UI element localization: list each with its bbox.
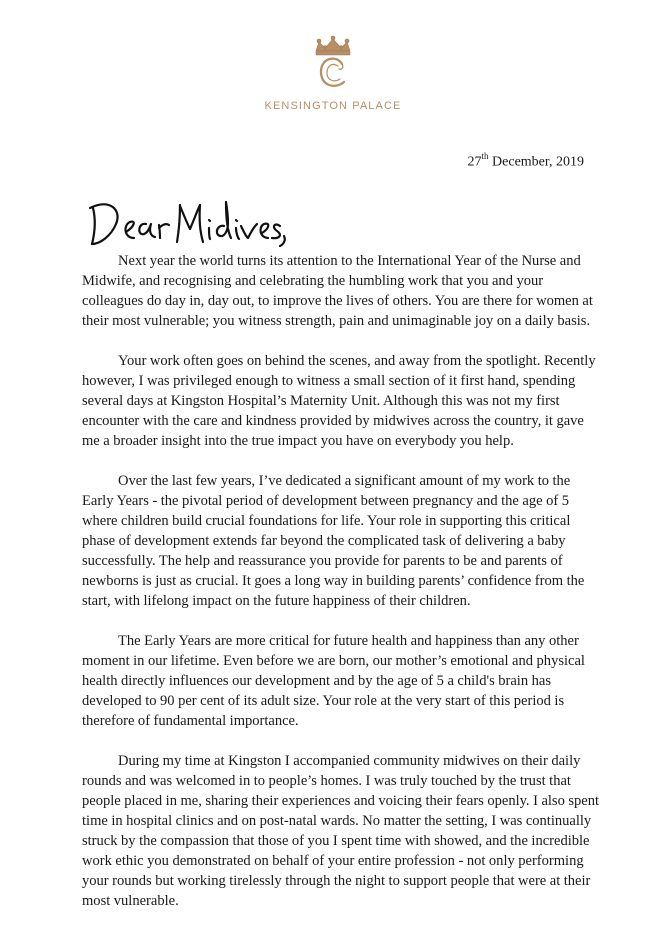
body-paragraph: During my time at Kingston I accompanied community midwives on their daily rounds and was welcomed in to people’s homes. I was truly touched by the trust that people placed in me, sharing their experiences and voicing their fears openly. I also spent time in hospital clinics and on post-natal wards. No matter the setting, I was continually struck by the compassion that those of you I spent time with showed, and the incredible work ethic you demonstrated on behalf of your entire profession - not only performing your rounds but working tirelessly through the night to support people that were at their most vulnerable. xyxy=(82,753,600,909)
body-paragraph: Over the last few years, I’ve dedicated a significant amount of my work to the Early Years - the pivotal period of development between pregnancy and the age of 5 where children build crucial foundations for life. Your role in supporting this critical phase of development extends far beyond the complicated task of delivering a baby successfully. The help and reassurance you provide for parents to be and parents of newborns is just as crucial. It goes a long way in building parents’ confidence from the start, with lifelong impact on the future happiness of their children. xyxy=(82,473,585,609)
date-day: 27 xyxy=(467,154,482,170)
body-paragraph: Your work often goes on behind the scenes, and away from the spotlight. Recently however, I was privileged enough to witness a small section of it first hand, spending several days at Kingston Hospital’s Maternity Unit. Although this was not my first encounter with the care and kindness provided by midwives across the country, it gave me a broader insight into the true impact you have on everybody you help. xyxy=(82,353,596,449)
crowned-c-monogram-icon xyxy=(305,34,361,92)
handwritten-salutation xyxy=(86,198,296,254)
body-paragraph: Next year the world turns its attention to the International Year of the Nurse and Midwife, and recognising and celebrating the humbling work that you and your colleagues do day in, day out, to improve the lives of others. You are there for women at their most vulnerable; you witness strength, pain and unimaginable joy on a daily basis. xyxy=(82,253,593,329)
letter-date xyxy=(468,152,584,171)
date-ordinal: th xyxy=(481,151,489,161)
date-month-year: December, 2019 xyxy=(492,154,584,170)
letter-body xyxy=(82,251,602,931)
body-paragraph: The Early Years are more critical for future health and happiness than any other moment in our lifetime. Even before we are born, our mother’s emotional and physical health directly influences our development and by the age of 5 a child's brain has developed to 90 per cent of its adult size. Your role at the very start of this period is therefore of fundamental importance. xyxy=(82,633,585,729)
palace-name: KENSINGTON PALACE xyxy=(264,100,402,112)
letterhead xyxy=(0,34,666,112)
